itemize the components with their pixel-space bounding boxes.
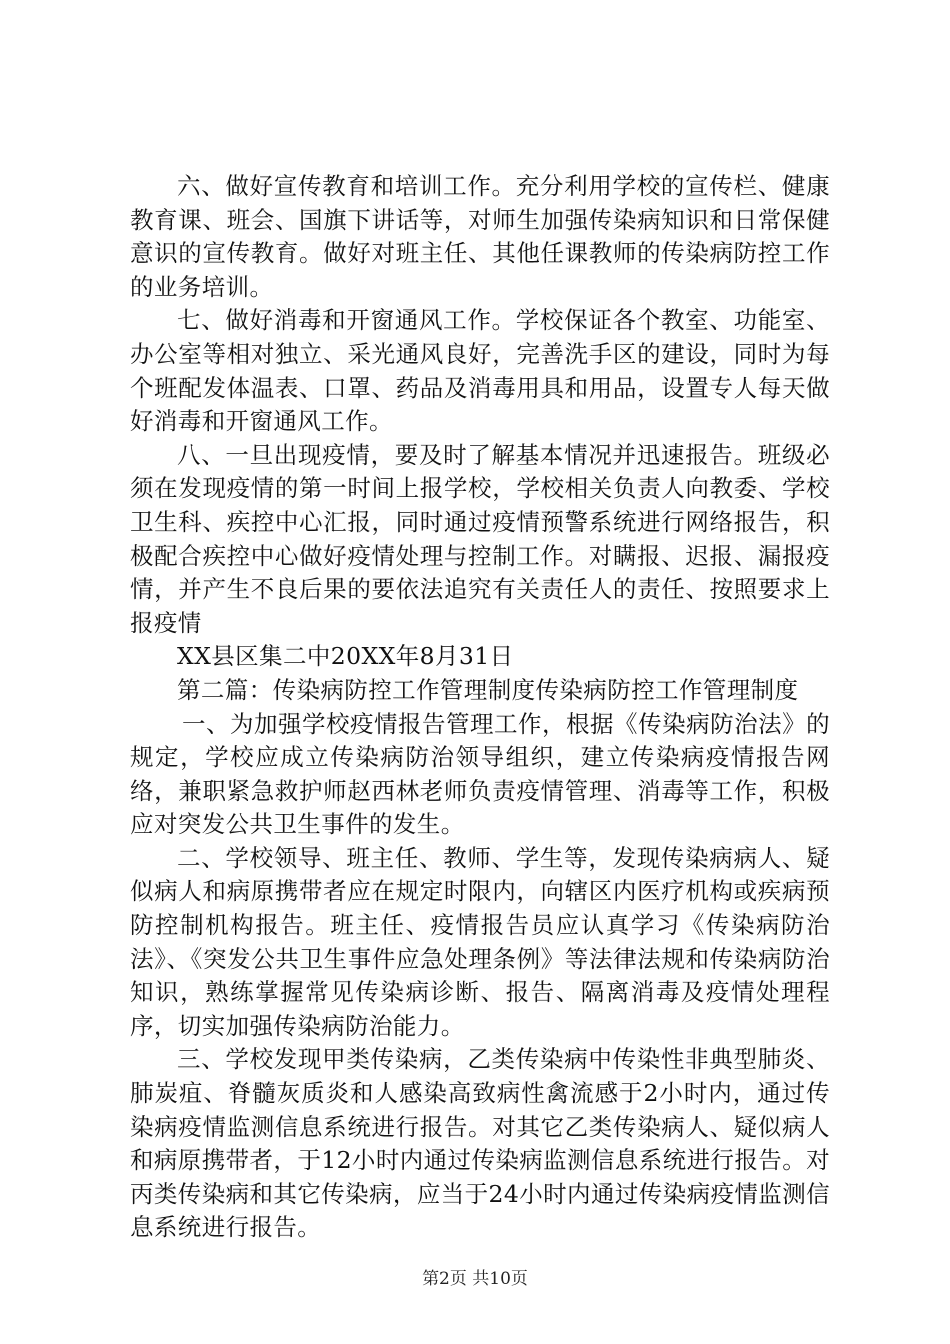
paragraph-six-publicity-training: 六、做好宣传教育和培训工作。充分利用学校的宣传栏、健康教育课、班会、国旗下讲话等，对师生加强传染病知识和日常保健意识的宣传教育。做好对班主任、其他任课教师的传染病防控工作的业务培训。 <box>130 172 830 301</box>
paragraph-two-reporting-duty: 二、学校领导、班主任、教师、学生等，发现传染病病人、疑似病人和病原携带者应在规定时限内，向辖区内医疗机构或疾病预防控制机构报告。班主任、疫情报告员应认真学习《传染病防治法》、《突发公共卫生事件应急处理条例》等法律法规和传染病防治知识，熟练掌握常见传染病诊断、报告、隔离消毒及疫情处理程序，切实加强传染病防治能力。 <box>130 843 830 1040</box>
paragraph-eight-epidemic-reporting: 八、一旦出现疫情，要及时了解基本情况并迅速报告。班级必须在发现疫情的第一时间上报学校，学校相关负责人向教委、学校卫生科、疾控中心汇报，同时通过疫情预警系统进行网络报告，积极配合疾控中心做好疫情处理与控制工作。对瞒报、迟报、漏报疫情，并产生不良后果的要依法追究有关责任人的责任、按照要求上报疫情 <box>130 440 830 637</box>
paragraph-seven-disinfection-ventilation: 七、做好消毒和开窗通风工作。学校保证各个教室、功能室、办公室等相对独立、采光通风良好，完善洗手区的建设，同时为每个班配发体温表、口罩、药品及消毒用具和用品，设置专人每天做好消毒和开窗通风工作。 <box>130 306 830 436</box>
signature-date-line: XX县区集二中20XX年8月31日 <box>177 642 514 671</box>
page-number-footer: 第2页 共10页 <box>422 1269 528 1289</box>
paragraph-three-time-limits: 三、学校发现甲类传染病，乙类传染病中传染性非典型肺炎、肺炭疽、脊髓灰质炎和人感染高致病性禽流感于2小时内，通过传染病疫情监测信息系统进行报告。对其它乙类传染病人、疑似病人和病原携带者，于12小时内通过传染病监测信息系统进行报告。对丙类传染病和其它传染病，应当于24小时内通过传染病疫情监测信息系统进行报告。 <box>130 1045 830 1242</box>
section-two-heading: 第二篇：传染病防控工作管理制度传染病防控工作管理制度 <box>177 675 799 704</box>
document-body <box>130 170 830 1245</box>
paragraph-one-report-management: 一、为加强学校疫情报告管理工作，根据《传染病防治法》的规定，学校应成立传染病防治领导组织，建立传染病疫情报告网络，兼职紧急救护师赵西林老师负责疫情管理、消毒等工作，积极应对突发公共卫生事件的发生。 <box>130 709 830 839</box>
